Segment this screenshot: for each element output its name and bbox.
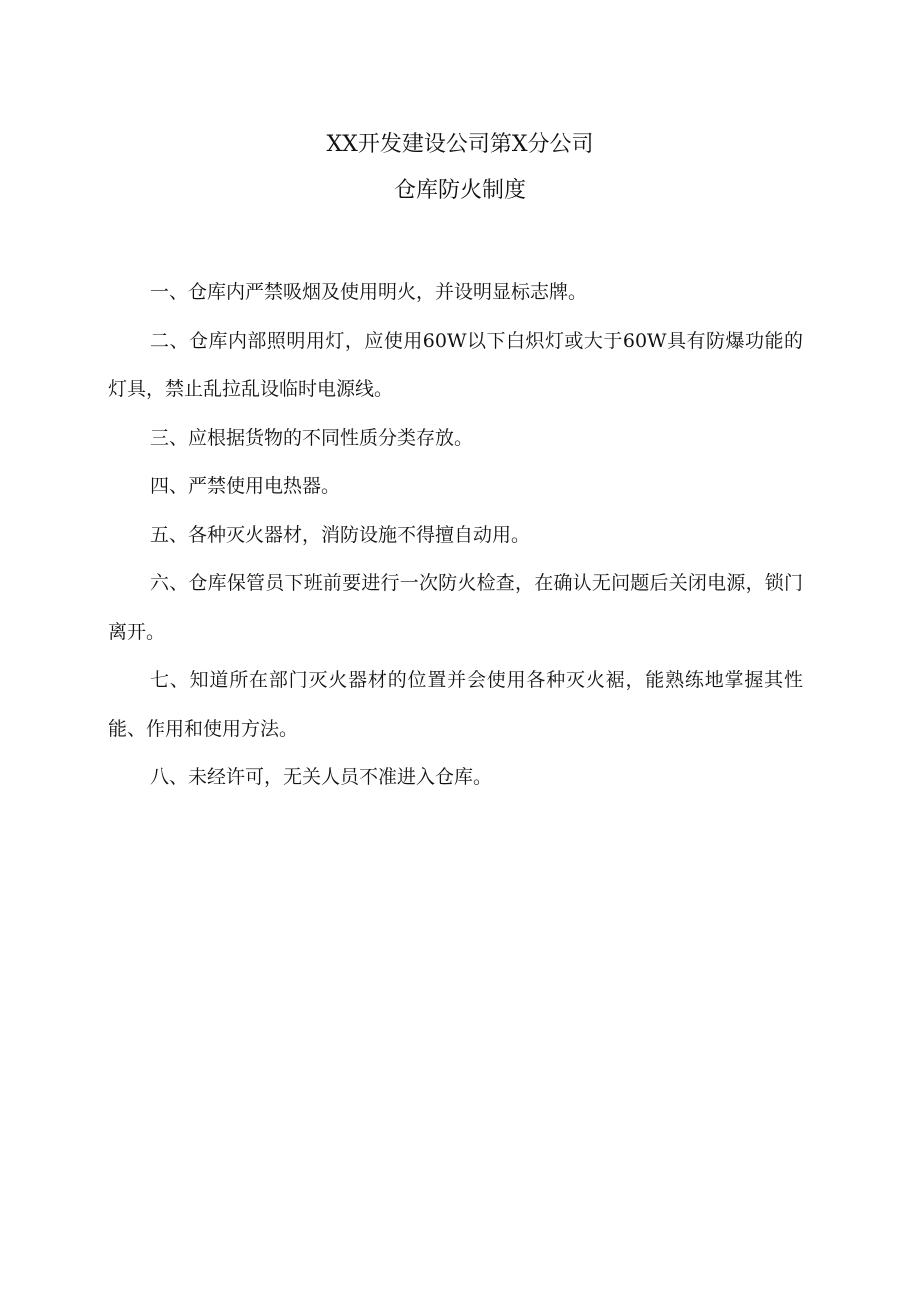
rule-paragraph-2: 二、仓库内部照明用灯，应使用60W以下白炽灯或大于60W具有防爆功能的灯具，禁止乱拉乱设临时电源线。 [108, 329, 803, 400]
document-body [108, 268, 803, 802]
document-title-regulation: 仓库防火制度 [393, 178, 526, 203]
rule-paragraph-3: 三、应根据货物的不同性质分类存放。 [150, 426, 474, 449]
document-title-company: XX开发建设公司第X分公司 [326, 132, 594, 157]
rule-paragraph-8: 八、未经许可，无关人员不准进入仓库。 [150, 766, 493, 788]
rule-paragraph-5: 五、各种灭火器材，消防设施不得擅自动用。 [150, 523, 531, 546]
rule-paragraph-6: 六、仓库保管员下班前要进行一次防火检查，在确认无问题后关闭电源，锁门离开。 [108, 572, 803, 643]
rule-paragraph-4: 四、严禁使用电热器。 [150, 475, 341, 497]
rule-paragraph-7: 七、知道所在部门灭火器材的位置并会使用各种灭火裾，能熟练地掌握其性能、作用和使用方法。 [108, 669, 803, 740]
rule-paragraph-1: 一、仓库内严禁吸烟及使用明火，并设明显标志牌。 [150, 281, 588, 303]
